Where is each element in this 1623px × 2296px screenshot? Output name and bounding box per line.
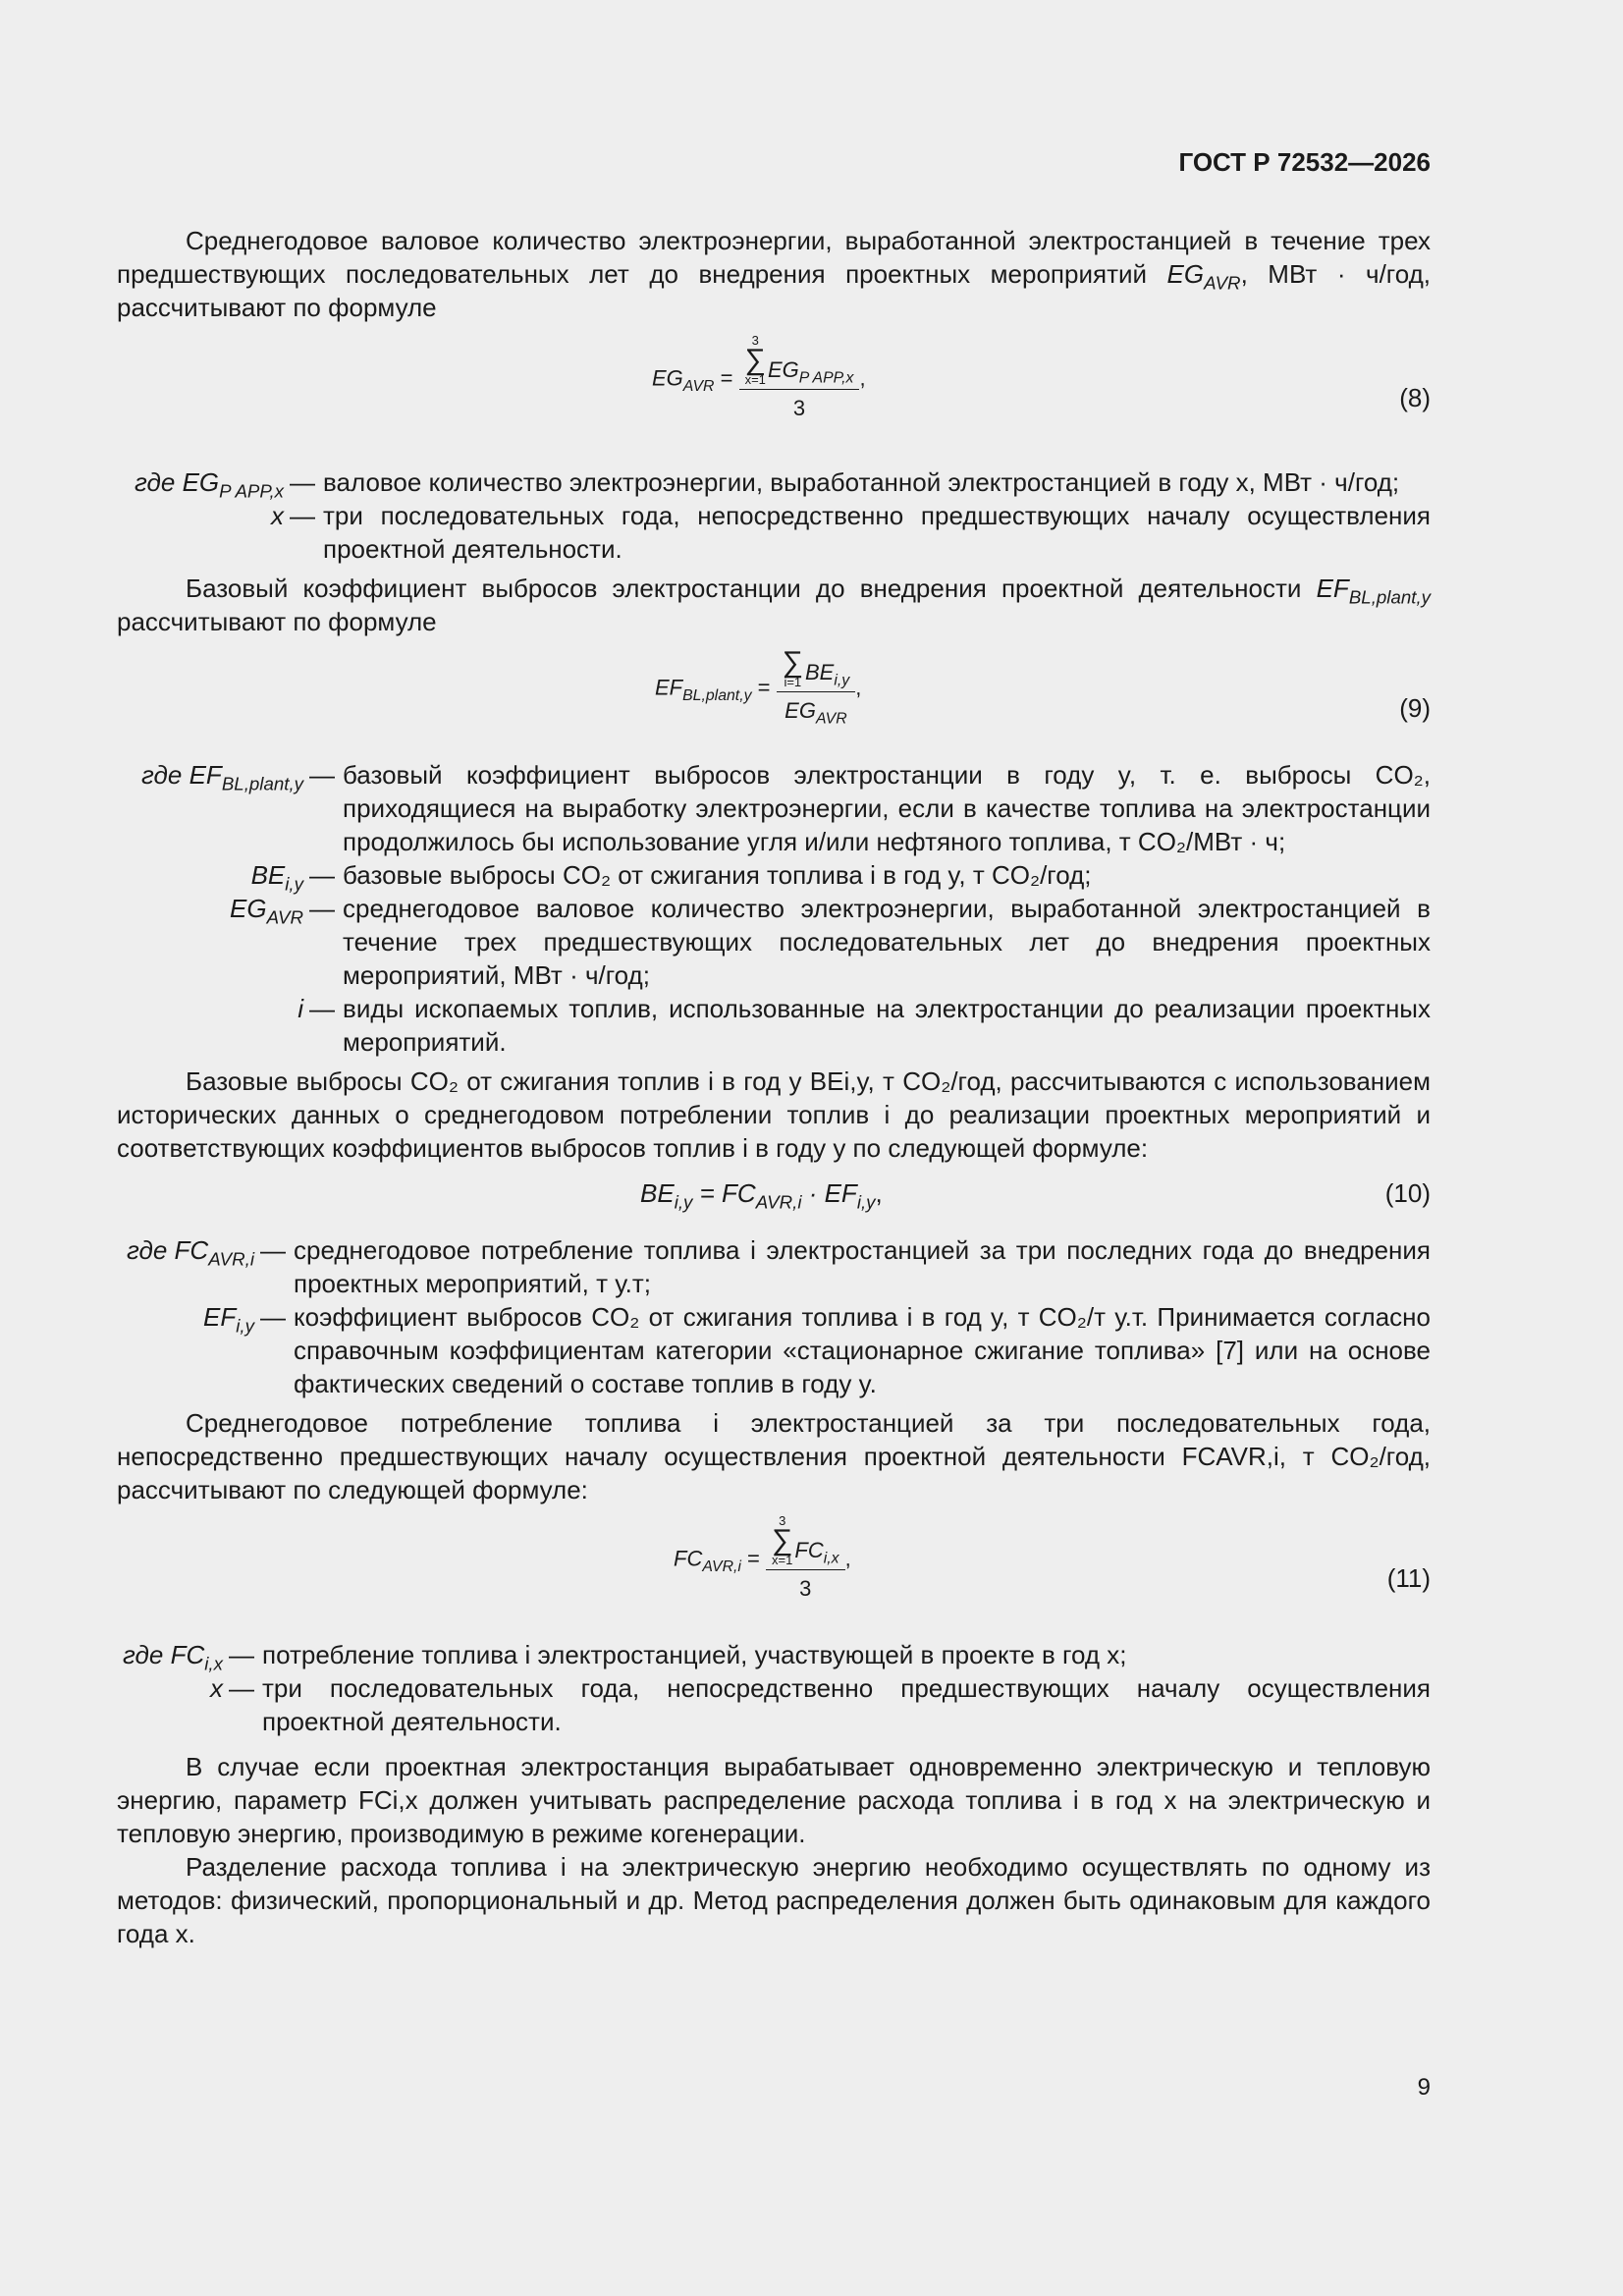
formula-number: (8) (1399, 383, 1431, 412)
sum-symbol: 3 ∑ x=1 (772, 1513, 793, 1567)
definitions-11 (117, 1638, 1431, 1738)
sum-symbol: 3 ∑ x=1 (744, 333, 766, 387)
paragraph-2: Базовый коэффициент выбросов электростанции до внедрения проектной деятельности $EF_{BL,plant,y}$ рассчитывают по формуле (117, 574, 1431, 636)
document-id: ГОСТ Р 72532—2026 (1178, 147, 1431, 177)
body-column (117, 224, 1431, 1950)
paragraph-1: Среднегодовое валовое количество электроэнергии, выработанной электростанцией в течение трех предшествующих последовательных лет до внедрения проектных мероприятий $EG_{AVR}$, МВт · ч/год, рассчитывают по формуле (117, 226, 1431, 322)
definition-item: x — три последовательных года, непосредственно предшествующих началу осуществления проектной деятельности. (271, 501, 1431, 564)
paragraph-4: Среднегодовое потребление топлива i электростанцией за три последовательных года, непосредственно предшествующих началу осуществления проектной деятельности FCAVR,i, т CO₂/год, рассчитывают по следующей формуле: (117, 1408, 1431, 1504)
definition-item: $BE_{i,y}$ — базовые выбросы CO₂ от сжигания топлива i в год y, т CO₂/год; (250, 860, 1092, 895)
definition-item: где $FC_{i,x}$ — потребление топлива i электростанцией, участвующей в проекте в год x; (123, 1640, 1127, 1674)
definition-item: x — три последовательных года, непосредственно предшествующих началу осуществления проектной деятельности. (210, 1673, 1431, 1736)
paragraph-3: Базовые выбросы CO₂ от сжигания топлив i в год y BEi,y, т CO₂/год, рассчитываются с использованием исторических данных о среднегодовом потреблении топлив i до реализации проектных мероприятий и соответствующих коэффициентов выбросов топлив i в году y по следующей формуле: (117, 1066, 1431, 1163)
formula-8: $EG_{AVR}$ = 3 ∑ x=1 $EG_{P APP,x}$ 3 , (8) (117, 324, 1431, 460)
definitions-10 (117, 1233, 1431, 1400)
definition-item: $EG_{AVR}$ — среднегодовое валовое количество электроэнергии, выработанной электростанцией в течение трех предшествующих последовательных лет до внедрения проектных мероприятий, МВт · ч/год; (229, 894, 1431, 990)
fraction: 3 ∑ x=1 $FC_{i,x}$ 3 (766, 1514, 845, 1606)
formula-9: $EF_{BL,plant,y}$ = ∑ i=1 $BE_{i,y}$ $EG_{AVR}$ , (9) (655, 646, 1431, 728)
definitions-9 (117, 758, 1431, 1059)
fraction: 3 ∑ x=1 $EG_{P APP,x}$ 3 (739, 334, 860, 425)
formula-number: (11) (1386, 1563, 1431, 1593)
paragraph-5: В случае если проектная электростанция вырабатывает одновременно электрическую и тепловую энергию, параметр FCi,x должен учитывать распределение расхода топлива i в год x на электрическую и тепловую энергию, производимую в режиме когенерации. (117, 1752, 1431, 1848)
fraction: ∑ i=1 $BE_{i,y}$ $EG_{AVR}$ (777, 650, 856, 728)
definition-item: где $EF_{BL,plant,y}$ — базовый коэффициент выбросов электростанции в году y, т. е. выбросы CO₂, приходящиеся на выработку электроэнергии, если в качестве топлива на электростанции продолжилось бы использование угля и/или нефтяного топлива, т CO₂/МВт · ч; (141, 760, 1431, 856)
formula-number: (10) (1384, 1178, 1431, 1208)
page-number: 9 (1417, 2074, 1431, 2101)
sum-symbol: ∑ i=1 (782, 646, 803, 689)
paragraph-6: Разделение расхода топлива i на электрическую энергию необходимо осуществлять по одному из методов: физический, пропорциональный и др. Метод распределения должен быть одинаковым для каждого года x. (117, 1852, 1431, 1948)
definitions-8 (117, 465, 1431, 566)
definition-item: где $FC_{AVR,i}$ — среднегодовое потребление топлива i электростанцией за три последних года до внедрения проектных мероприятий, т у.т; (126, 1235, 1431, 1298)
definition-item: i — виды ископаемых топлив, использованные на электростанции до реализации проектных мероприятий. (298, 994, 1431, 1057)
formula-11: $FC_{AVR,i}$ = 3 ∑ x=1 $FC_{i,x}$ 3 , (11) (117, 1506, 1431, 1632)
formula-10: $BE_{i,y} = FC_{AVR,i} \cdot EF_{i,y}$, (10) (640, 1178, 1431, 1213)
definition-item: $EF_{i,y}$ — коэффициент выбросов CO₂ от сжигания топлива i в год y, т CO₂/т у.т. Принимается согласно справочным коэффициентам категории «стационарное сжигание топлива» [7] или на основе фактических сведений о составе топлив в году y. (203, 1302, 1431, 1398)
definition-item: где $EG_{P APP,x}$ — валовое количество электроэнергии, выработанной электростанцией в году x, МВт · ч/год; (135, 467, 1400, 502)
formula-number: (9) (1399, 693, 1431, 723)
